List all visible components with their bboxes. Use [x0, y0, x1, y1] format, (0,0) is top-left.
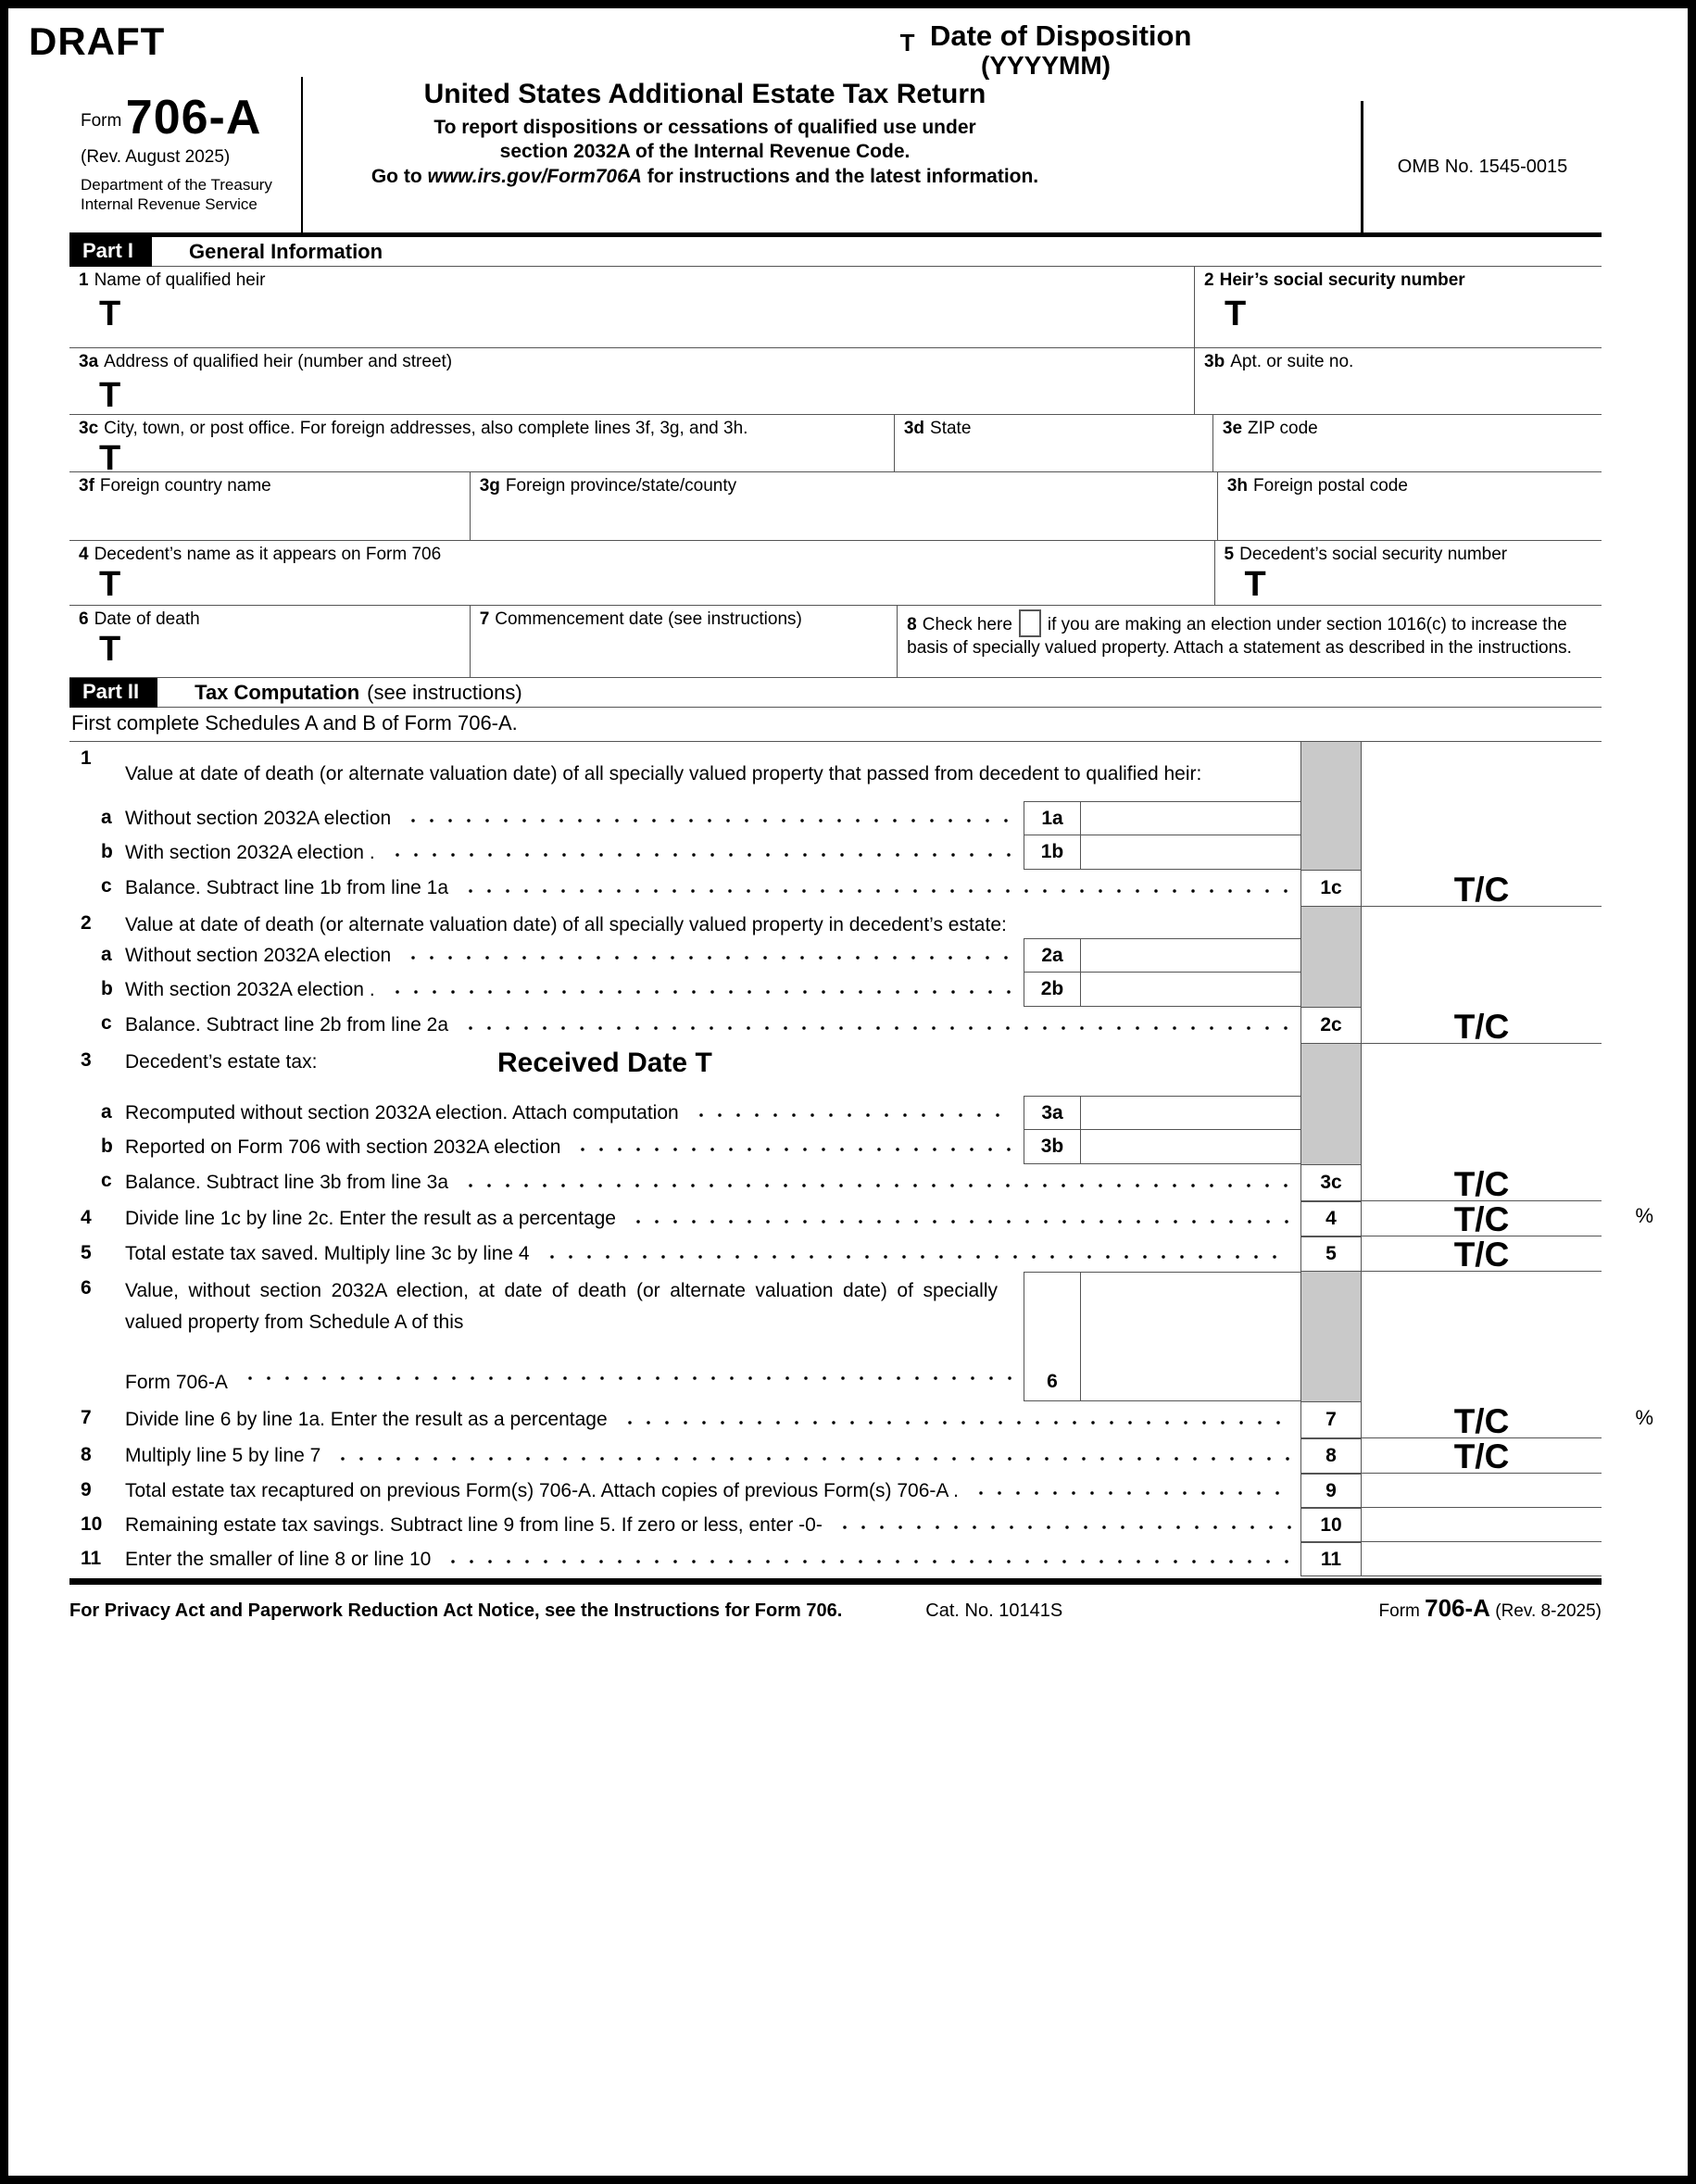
part1-row-2 [69, 348, 1602, 415]
shaded-cell [1300, 973, 1362, 1007]
field-4-value: T [99, 565, 121, 604]
line-1a-numbox: 1a [1024, 801, 1081, 835]
dot-leader [388, 835, 1014, 864]
line-5-amount[interactable]: T/C [1362, 1236, 1602, 1272]
field-6-date-of-death[interactable]: 6 Date of death T [69, 606, 470, 677]
line-3c-amount[interactable]: T/C [1362, 1164, 1602, 1201]
field-5-decedent-ssn[interactable]: 5 Decedent’s social security number T [1214, 541, 1602, 605]
received-date-placeholder: Received Date T [497, 1048, 712, 1078]
line-9-amount[interactable] [1362, 1474, 1602, 1508]
privacy-notice: For Privacy Act and Paperwork Reduction Act Notice, see the Instructions for Form 706. [69, 1600, 843, 1621]
line-7-amount[interactable]: T/C % [1362, 1401, 1602, 1438]
field-3c-city[interactable]: 3c City, town, or post office. For foreign addresses, also complete lines 3f, 3g, and 3h. T [69, 415, 894, 471]
line-1c-amount[interactable]: T/C [1362, 870, 1602, 907]
part2-intro: First complete Schedules A and B of Form 706-A. [69, 708, 1602, 742]
field-2-heir-ssn[interactable]: 2 Heir’s social security number T [1194, 267, 1602, 347]
part1-title: General Information [189, 239, 383, 263]
field-3a-value: T [99, 376, 121, 414]
line-1b-entry[interactable] [1081, 835, 1300, 870]
dot-leader [388, 973, 1014, 1001]
shaded-cell [1300, 835, 1362, 870]
disposition-title: Date of Disposition [929, 19, 1192, 52]
dot-leader [629, 1201, 1291, 1231]
field-5-value: T [1244, 565, 1266, 604]
percent-sign: % [1635, 1204, 1653, 1227]
field-3g-foreign-province[interactable]: 3g Foreign province/state/county [470, 472, 1217, 540]
field-3d-state[interactable]: 3d State [894, 415, 1212, 471]
line-7-numbox: 7 [1300, 1401, 1362, 1438]
dot-leader [333, 1438, 1291, 1468]
line-11-amount[interactable] [1362, 1542, 1602, 1576]
shaded-cell [1300, 1272, 1362, 1401]
tax-line-5: 5 Total estate tax saved. Multiply line 3c by line 4 5 T/C [69, 1236, 1602, 1272]
goto-prefix: Go to [371, 166, 428, 187]
line-3b-entry[interactable] [1081, 1130, 1300, 1164]
dot-leader [573, 1130, 1014, 1159]
catalog-number: Cat. No. 10141S [925, 1600, 1063, 1621]
line-8-amount[interactable]: T/C [1362, 1438, 1602, 1474]
line-1c-numbox: 1c [1300, 870, 1362, 907]
line-1a-entry[interactable] [1081, 801, 1300, 835]
tax-line-6: 6 Value, without section 2032A election, at date of death (or alternate valuation date) of specially valued property from Schedule A of this Form 706-A 6 [69, 1272, 1602, 1401]
line-11-numbox: 11 [1300, 1542, 1362, 1576]
revision-date: (Rev. August 2025) [81, 147, 231, 167]
part2-bar [69, 678, 1602, 708]
line-3a-numbox: 3a [1024, 1096, 1081, 1130]
tax-line-1: 1 Value at date of death (or alternate valuation date) of all specially valued property that passed from decedent to qualified heir: [69, 742, 1602, 801]
field-3h-foreign-postal[interactable]: 3h Foreign postal code [1217, 472, 1602, 540]
field-3b-apt[interactable]: 3b Apt. or suite no. [1194, 348, 1602, 414]
irs-url: www.irs.gov/Form706A [427, 166, 642, 187]
dot-leader [692, 1096, 1014, 1124]
tax-line-10: 10 Remaining estate tax savings. Subtract line 9 from line 5. If zero or less, enter -0- 10 [69, 1508, 1602, 1542]
line-4-amount[interactable]: T/C % [1362, 1201, 1602, 1236]
omb-number: OMB No. 1545-0015 [1361, 101, 1602, 232]
tax-line-9: 9 Total estate tax recaptured on previous Form(s) 706-A. Attach copies of previous Form(s) 706-A . 9 [69, 1474, 1602, 1508]
line-2b-numbox: 2b [1024, 973, 1081, 1007]
field-1-qualified-heir-name[interactable]: 1 Name of qualified heir T [69, 267, 1194, 347]
field-3f-foreign-country[interactable]: 3f Foreign country name [79, 476, 271, 496]
line-5-numbox: 5 [1300, 1236, 1362, 1272]
footer-revision: (Rev. 8-2025) [1489, 1601, 1602, 1621]
line-2c-numbox: 2c [1300, 1007, 1362, 1044]
dot-leader [461, 1164, 1291, 1196]
draft-watermark: DRAFT [29, 19, 166, 63]
form-footer [69, 1594, 1602, 1623]
field-6-value: T [99, 630, 121, 669]
footer-form-word: Form [1378, 1601, 1426, 1621]
form-subtitle-line1: To report dispositions or cessations of qualified use under [433, 117, 976, 138]
shaded-cell [1300, 1044, 1362, 1096]
line-3b-numbox: 3b [1024, 1130, 1081, 1164]
tax-line-7: 7 Divide line 6 by line 1a. Enter the result as a percentage 7 T/C % [81, 1401, 1653, 1440]
tax-line-2a: a Without section 2032A election 2a [69, 938, 1602, 973]
dot-leader [835, 1508, 1291, 1537]
part2-label: Part II [69, 678, 157, 708]
tax-line-1a: a Without section 2032A election 1a [69, 801, 1602, 835]
field-4-decedent-name[interactable]: 4 Decedent’s name as it appears on Form 706 T [69, 541, 1214, 605]
disposition-t-placeholder: T [899, 29, 915, 56]
tax-line-8: 8 Multiply line 5 by line 7 8 T/C [69, 1438, 1602, 1474]
tax-line-3c: c Balance. Subtract line 3b from line 3a 3c T/C [69, 1164, 1602, 1201]
part1-bar [69, 237, 1602, 267]
form-number: 706-A [125, 91, 262, 144]
line-1b-numbox: 1b [1024, 835, 1081, 870]
dot-leader [444, 1542, 1291, 1571]
form-title-block [303, 77, 1107, 232]
percent-sign: % [1635, 1406, 1653, 1429]
tax-line-3a: a Recomputed without section 2032A election. Attach computation 3a [69, 1096, 1602, 1130]
part1-row-1 [69, 267, 1602, 348]
line-6-numbox: 6 [1024, 1272, 1081, 1401]
dot-leader [461, 870, 1291, 901]
line-10-amount[interactable] [1362, 1508, 1602, 1542]
field-7-commencement-date[interactable]: 7 Commencement date (see instructions) [470, 606, 897, 677]
dot-leader [404, 801, 1014, 830]
form-title: United States Additional Estate Tax Return [423, 79, 986, 109]
line-3a-entry[interactable] [1081, 1096, 1300, 1130]
tax-line-2b: b With section 2032A election . 2b [69, 973, 1602, 1007]
field-3e-zip[interactable]: 3e ZIP code [1212, 415, 1602, 471]
field-1-value: T [99, 295, 121, 333]
dot-leader [461, 1007, 1291, 1038]
line-9-numbox: 9 [1300, 1474, 1362, 1508]
line-6-entry[interactable] [1081, 1272, 1300, 1401]
shaded-cell [1300, 742, 1362, 801]
line-2c-amount[interactable]: T/C [1362, 1007, 1602, 1044]
field-3c-value: T [99, 439, 121, 471]
form-word: Form [81, 111, 122, 131]
shaded-cell [1300, 801, 1362, 835]
form-subtitle-line2: section 2032A of the Internal Revenue Code. [499, 141, 911, 162]
field-8-election: 8 Check here if you are making an election under section 1016(c) to increase the basis of specially valued property. Attach a statement as described in the instructions. [897, 606, 1602, 677]
agency-line2: Internal Revenue Service [81, 195, 258, 213]
form-header [69, 77, 1602, 237]
tax-line-1c: c Balance. Subtract line 1b from line 1a 1c T/C [69, 870, 1602, 907]
dot-leader [972, 1474, 1291, 1502]
tax-line-11: 11 Enter the smaller of line 8 or line 10 11 [69, 1542, 1602, 1576]
dot-leader [543, 1236, 1291, 1266]
tax-line-2: 2 Value at date of death (or alternate valuation date) of all specially valued property in decedent’s estate: [69, 907, 1602, 938]
agency-line1: Department of the Treasury [81, 176, 272, 194]
part1-row-6 [69, 606, 1602, 678]
disposition-format: (YYYYMM) [981, 50, 1111, 80]
line-3c-numbox: 3c [1300, 1164, 1362, 1201]
tax-line-3: 3 Decedent’s estate tax: Received Date T [69, 1044, 1602, 1096]
part2-note: (see instructions) [367, 680, 522, 704]
part1-label: Part I [69, 237, 152, 267]
dot-leader [241, 1338, 1014, 1396]
section-1016c-checkbox[interactable] [1019, 609, 1041, 637]
tax-line-4: 4 Divide line 1c by line 2c. Enter the result as a percentage 4 T/C % [81, 1199, 1653, 1238]
dot-leader [621, 1401, 1291, 1433]
line-8-numbox: 8 [1300, 1438, 1362, 1474]
line-2a-entry[interactable] [1081, 938, 1300, 973]
field-3a-address[interactable]: 3a Address of qualified heir (number and street) T [69, 348, 1194, 414]
part1-row-5 [69, 541, 1602, 606]
tax-line-1b: b With section 2032A election . 1b [69, 835, 1602, 870]
goto-suffix: for instructions and the latest information. [641, 166, 1039, 187]
line-10-numbox: 10 [1300, 1508, 1362, 1542]
line-2b-entry[interactable] [1081, 973, 1300, 1007]
dot-leader [404, 938, 1014, 967]
form-identity [69, 77, 303, 232]
part2-title: Tax Computation [195, 680, 360, 704]
footer-form-number: 706-A [1425, 1594, 1490, 1622]
line-2a-numbox: 2a [1024, 938, 1081, 973]
tax-line-2c: c Balance. Subtract line 2b from line 2a 2c T/C [69, 1007, 1602, 1044]
date-of-disposition-block [759, 21, 1333, 79]
shaded-cell [1300, 1130, 1362, 1164]
shaded-cell [1300, 1096, 1362, 1130]
shaded-cell [1300, 938, 1362, 973]
bottom-rule [69, 1578, 1602, 1585]
tax-line-3b: b Reported on Form 706 with section 2032A election 3b [69, 1130, 1602, 1164]
part1-row-4 [69, 472, 1602, 541]
shaded-cell [1300, 907, 1362, 938]
field-2-value: T [1225, 295, 1247, 333]
part1-row-3 [69, 415, 1602, 472]
line-4-numbox: 4 [1300, 1201, 1362, 1236]
